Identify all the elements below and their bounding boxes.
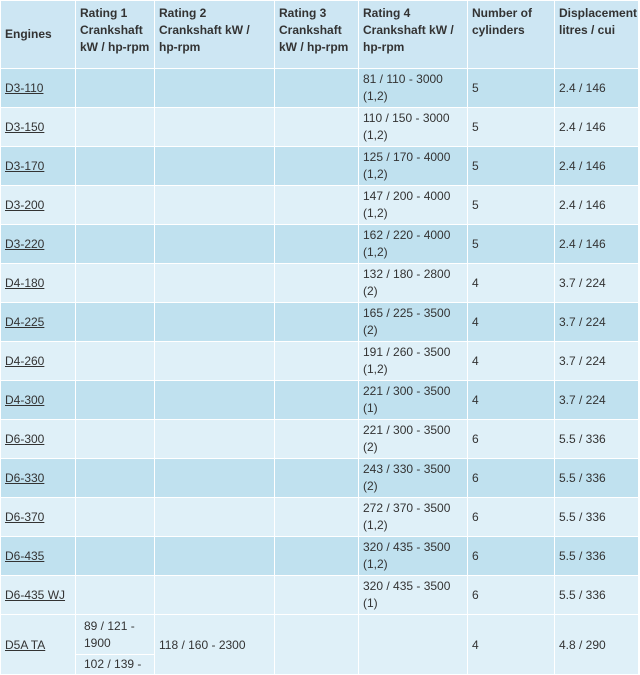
engine-cell[interactable] xyxy=(1,576,76,615)
rating2-cell xyxy=(155,576,275,615)
table-row xyxy=(1,147,639,186)
rating3-cell xyxy=(275,459,359,498)
rating4-cell: 243 / 330 - 3500 (2) xyxy=(359,459,468,498)
rating2-cell xyxy=(155,537,275,576)
cylinders-cell: 5 xyxy=(468,108,555,147)
header-rating4: Rating 4 Crankshaft kW / hp-rpm xyxy=(359,1,468,69)
displacement-cell: 2.4 / 146 xyxy=(555,225,639,264)
table-row xyxy=(1,459,639,498)
displacement-cell: 2.4 / 146 xyxy=(555,147,639,186)
displacement-cell: 2.4 / 146 xyxy=(555,186,639,225)
engine-link[interactable]: D3-220 xyxy=(5,236,45,251)
rating1-cell xyxy=(76,498,155,537)
rating2-cell xyxy=(155,303,275,342)
engine-link[interactable]: D3-150 xyxy=(5,119,45,134)
table-row xyxy=(1,69,639,108)
rating2-cell xyxy=(155,459,275,498)
engine-cell[interactable] xyxy=(1,615,76,675)
rating4-cell: 272 / 370 - 3500 (1,2) xyxy=(359,498,468,537)
displacement-cell: 5.5 / 336 xyxy=(555,420,639,459)
engine-cell[interactable] xyxy=(1,225,76,264)
table-row xyxy=(1,420,639,459)
rating1-cell: 102 / 139 - xyxy=(76,655,155,675)
table-row xyxy=(1,108,639,147)
rating1-cell xyxy=(76,69,155,108)
engine-cell[interactable] xyxy=(1,147,76,186)
table-row xyxy=(1,225,639,264)
displacement-cell: 3.7 / 224 xyxy=(555,264,639,303)
rating4-cell: 165 / 225 - 3500 (2) xyxy=(359,303,468,342)
engine-link[interactable]: D6-435 WJ xyxy=(5,587,66,602)
rating3-cell xyxy=(275,69,359,108)
rating2-cell xyxy=(155,108,275,147)
engine-link[interactable]: D5A TA xyxy=(5,637,46,652)
engine-cell[interactable] xyxy=(1,498,76,537)
rating1-cell: 89 / 121 - 1900 xyxy=(76,615,155,655)
header-displacement: Displacement litres / cui xyxy=(555,1,639,69)
cylinders-cell: 4 xyxy=(468,303,555,342)
rating3-cell xyxy=(275,615,359,675)
engine-link[interactable]: D6-370 xyxy=(5,509,45,524)
rating3-cell xyxy=(275,342,359,381)
engine-link[interactable]: D3-170 xyxy=(5,158,45,173)
engine-cell[interactable] xyxy=(1,186,76,225)
table-row xyxy=(1,537,639,576)
rating2-cell xyxy=(155,498,275,537)
table-body xyxy=(1,69,639,675)
rating1-cell xyxy=(76,147,155,186)
displacement-cell: 3.7 / 224 xyxy=(555,342,639,381)
displacement-cell: 3.7 / 224 xyxy=(555,381,639,420)
rating1-cell xyxy=(76,264,155,303)
rating2-cell: 118 / 160 - 2300 xyxy=(155,615,275,675)
displacement-cell: 5.5 / 336 xyxy=(555,576,639,615)
cylinders-cell: 6 xyxy=(468,498,555,537)
cylinders-cell: 5 xyxy=(468,225,555,264)
table-header-row xyxy=(1,1,639,69)
cylinders-cell: 6 xyxy=(468,576,555,615)
cylinders-cell: 6 xyxy=(468,537,555,576)
rating3-cell xyxy=(275,225,359,264)
rating4-cell: 221 / 300 - 3500 (2) xyxy=(359,420,468,459)
engine-link[interactable]: D3-110 xyxy=(5,80,44,95)
rating2-cell xyxy=(155,186,275,225)
rating3-cell xyxy=(275,108,359,147)
displacement-cell: 5.5 / 336 xyxy=(555,459,639,498)
engine-cell[interactable] xyxy=(1,381,76,420)
rating3-cell xyxy=(275,147,359,186)
cylinders-cell: 5 xyxy=(468,147,555,186)
table-row xyxy=(1,342,639,381)
displacement-cell: 5.5 / 336 xyxy=(555,537,639,576)
engine-link[interactable]: D4-180 xyxy=(5,275,45,290)
rating3-cell xyxy=(275,186,359,225)
rating4-cell: 110 / 150 - 3000 (1,2) xyxy=(359,108,468,147)
table-row-d5a xyxy=(1,615,639,655)
header-rating2: Rating 2 Crankshaft kW / hp-rpm xyxy=(155,1,275,69)
engine-link[interactable]: D4-300 xyxy=(5,392,45,407)
rating2-cell xyxy=(155,264,275,303)
displacement-cell: 5.5 / 336 xyxy=(555,498,639,537)
cylinders-cell: 4 xyxy=(468,381,555,420)
rating1-cell xyxy=(76,303,155,342)
table-row xyxy=(1,186,639,225)
rating2-cell xyxy=(155,69,275,108)
rating4-cell: 125 / 170 - 4000 (1,2) xyxy=(359,147,468,186)
header-cylinders: Number of cylinders xyxy=(468,1,555,69)
rating2-cell xyxy=(155,420,275,459)
rating3-cell xyxy=(275,264,359,303)
rating1-cell xyxy=(76,225,155,264)
header-engines: Engines xyxy=(1,1,76,69)
engine-link[interactable]: D6-300 xyxy=(5,431,45,446)
engine-link[interactable]: D4-225 xyxy=(5,314,45,329)
rating4-cell: 162 / 220 - 4000 (1,2) xyxy=(359,225,468,264)
table-row xyxy=(1,303,639,342)
cylinders-cell: 5 xyxy=(468,186,555,225)
rating1-cell xyxy=(76,420,155,459)
rating4-cell: 81 / 110 - 3000 (1,2) xyxy=(359,69,468,108)
rating4-cell: 132 / 180 - 2800 (2) xyxy=(359,264,468,303)
rating1-cell xyxy=(76,186,155,225)
engine-cell[interactable] xyxy=(1,537,76,576)
engine-link[interactable]: D6-330 xyxy=(5,470,45,485)
rating3-cell xyxy=(275,576,359,615)
header-rating1: Rating 1 Crankshaft kW / hp-rpm xyxy=(76,1,155,69)
engine-cell[interactable] xyxy=(1,69,76,108)
displacement-cell: 3.7 / 224 xyxy=(555,303,639,342)
rating1-cell xyxy=(76,576,155,615)
rating3-cell xyxy=(275,537,359,576)
rating4-cell: 320 / 435 - 3500 (1,2) xyxy=(359,537,468,576)
rating1-cell xyxy=(76,537,155,576)
engine-link[interactable]: D6-435 xyxy=(5,548,45,563)
engine-cell[interactable] xyxy=(1,303,76,342)
table-row xyxy=(1,381,639,420)
header-rating3: Rating 3 Crankshaft kW / hp-rpm xyxy=(275,1,359,69)
rating4-cell: 147 / 200 - 4000 (1,2) xyxy=(359,186,468,225)
rating3-cell xyxy=(275,420,359,459)
rating4-cell xyxy=(359,615,468,675)
rating3-cell xyxy=(275,498,359,537)
table-row xyxy=(1,264,639,303)
cylinders-cell: 4 xyxy=(468,264,555,303)
rating4-cell: 221 / 300 - 3500 (1) xyxy=(359,381,468,420)
cylinders-cell: 4 xyxy=(468,342,555,381)
engine-cell[interactable] xyxy=(1,420,76,459)
engine-link[interactable]: D3-200 xyxy=(5,197,45,212)
table-row xyxy=(1,498,639,537)
rating1-cell xyxy=(76,342,155,381)
rating2-cell xyxy=(155,381,275,420)
rating4-cell: 191 / 260 - 3500 (1,2) xyxy=(359,342,468,381)
rating4-cell: 320 / 435 - 3500 (1) xyxy=(359,576,468,615)
rating1-cell xyxy=(76,108,155,147)
rating1-cell xyxy=(76,459,155,498)
engine-cell[interactable] xyxy=(1,459,76,498)
cylinders-cell: 6 xyxy=(468,459,555,498)
cylinders-cell: 5 xyxy=(468,69,555,108)
rating3-cell xyxy=(275,381,359,420)
engine-cell[interactable] xyxy=(1,342,76,381)
table-row xyxy=(1,576,639,615)
rating2-cell xyxy=(155,147,275,186)
rating2-cell xyxy=(155,342,275,381)
engine-link[interactable]: D4-260 xyxy=(5,353,45,368)
displacement-cell: 4.8 / 290 xyxy=(555,615,639,675)
cylinders-cell: 6 xyxy=(468,420,555,459)
cylinders-cell: 4 xyxy=(468,615,555,675)
rating1-cell xyxy=(76,381,155,420)
displacement-cell: 2.4 / 146 xyxy=(555,108,639,147)
engine-cell[interactable] xyxy=(1,264,76,303)
rating2-cell xyxy=(155,225,275,264)
rating3-cell xyxy=(275,303,359,342)
displacement-cell: 2.4 / 146 xyxy=(555,69,639,108)
engine-cell[interactable] xyxy=(1,108,76,147)
